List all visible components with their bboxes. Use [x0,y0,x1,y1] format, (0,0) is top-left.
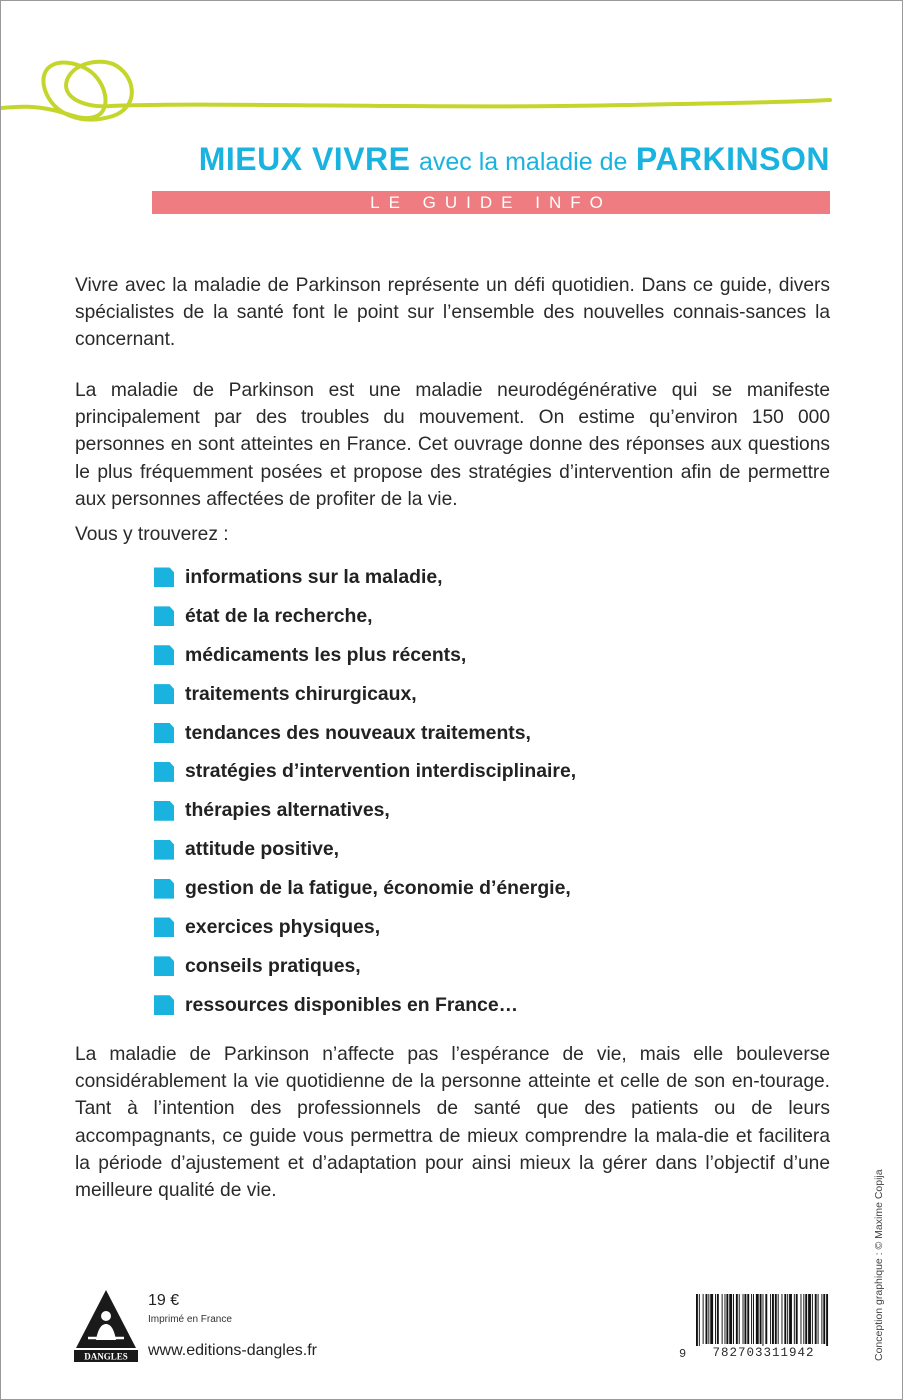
barcode-bar [726,1294,728,1344]
barcode-bar [812,1294,813,1344]
isbn-first-digit: 9 [679,1347,687,1361]
list-item: attitude positive, [154,830,576,869]
dangles-logo-icon [74,1288,138,1362]
title-connector: avec la maladie de [418,148,628,176]
list-item: conseils pratiques, [154,947,576,986]
title-mieux-vivre: MIEUX VIVRE [198,141,411,177]
price: 19 € [148,1292,180,1309]
barcode-bar [801,1294,802,1344]
barcode-bar [696,1294,698,1352]
barcode-bar [803,1294,804,1344]
isbn-digits: 782703311942 [696,1346,831,1360]
barcode-bar [782,1294,783,1344]
barcode-bar [775,1294,777,1344]
barcode-bar [778,1294,779,1344]
barcode-bar [823,1294,825,1344]
description-paragraph: La maladie de Parkinson est une maladie neurodégénérative qui se manifeste principalement par des troubles du mouvement. On estime qu’environ 150 000 personnes en sont atteintes en France. Cet ouvrage donne des réponses aux questions le plus fréquemment posées et propose des stratégies d’intervention afin de permettre aux personnes affectées de profiter de la vie. [75,380,830,510]
barcode-bar [733,1294,734,1344]
barcode-bar [808,1294,811,1344]
closing-paragraph: La maladie de Parkinson n’affecte pas l’espérance de vie, mais elle bouleverse considérablement la vie quotidienne de la personne atteinte et celle de son en-tourage. Tant à l’intention des professionnels de santé que des patients ou de leurs accompagnants, ce guide vous permettra de mieux comprendre la mala-die et facilitera la période d’ajustement et d’adaptation pour ainsi mieux la gérer dans l’objectif d’une meilleure qualité de vie. [75,1044,830,1202]
barcode-bar [763,1294,764,1352]
list-item: ressources disponibles en France… [154,986,576,1025]
page-bullet-icon [154,606,174,626]
list-item: traitements chirurgicaux, [154,675,576,714]
barcode-bar [772,1294,774,1344]
barcode-bar [722,1294,723,1344]
barcode-bar [760,1294,762,1344]
page-bullet-icon [154,917,174,937]
barcode-bar [794,1294,795,1344]
decorative-swirl-line [1,56,903,146]
barcode-bar [744,1294,746,1344]
intro-paragraph: Vivre avec la maladie de Parkinson représente un défi quotidien. Dans ce guide, divers spécialistes de la santé font le point sur l’ensemble des nouvelles connais-sances la concernant. [75,275,830,351]
barcode-bar [770,1294,771,1344]
barcode-bar [699,1294,700,1352]
isbn-barcode [679,1294,831,1362]
barcode-bar [715,1294,716,1344]
list-item: médicaments les plus récents, [154,636,576,675]
barcode-bar [796,1294,798,1344]
barcode-bar [753,1294,754,1344]
page-bullet-icon [154,801,174,821]
barcode-bar [736,1294,738,1344]
book-title [152,141,830,183]
page-bullet-icon [154,956,174,976]
barcode-bar [703,1294,704,1344]
barcode-bar [751,1294,752,1344]
barcode-bar [710,1294,713,1344]
list-intro: Vous y trouverez : [75,524,229,545]
page-bullet-icon [154,684,174,704]
title-parkinson: PARKINSON [635,141,830,177]
barcode-bar [739,1294,740,1344]
page-bullet-icon [154,840,174,860]
printed-in: Imprimé en France [148,1314,232,1325]
barcode-bar [708,1294,709,1344]
list-item: informations sur la maladie, [154,558,576,597]
barcode-bar [717,1294,719,1344]
design-credit: Conception graphique : © Maxime Copija [873,1169,885,1361]
barcode-bar [725,1294,726,1344]
barcode-bar [729,1294,732,1344]
page-bullet-icon [154,567,174,587]
barcode-bar [706,1294,708,1344]
logo-text: DANGLES [84,1351,128,1362]
page-bullet-icon [154,995,174,1015]
list-item: état de la recherche, [154,597,576,636]
barcode-bar [818,1294,819,1344]
barcode-bar [756,1294,759,1344]
barcode-bar [789,1294,792,1344]
list-item: exercices physiques, [154,908,576,947]
barcode-bar [821,1294,822,1344]
barcode-bar [743,1294,744,1344]
barcode-bar [784,1294,786,1344]
subtitle-text: LE GUIDE INFO [370,192,612,212]
list-item: thérapies alternatives, [154,791,576,830]
list-item: stratégies d’intervention interdisciplinaire, [154,752,576,791]
subtitle-bar [152,191,830,214]
topics-list [154,558,576,1025]
barcode-bar [815,1294,817,1344]
page-bullet-icon [154,879,174,899]
publisher-website: www.editions-dangles.fr [148,1342,317,1359]
barcode-bars [679,1294,831,1352]
list-item: gestion de la fatigue, économie d’énergie, [154,869,576,908]
barcode-bar [787,1294,788,1344]
barcode-bar [747,1294,749,1344]
page-bullet-icon [154,762,174,782]
page-bullet-icon [154,723,174,743]
list-item: tendances des nouveaux traitements, [154,714,576,753]
barcode-bar [765,1294,767,1344]
page-bullet-icon [154,645,174,665]
barcode-bar [826,1294,828,1352]
barcode-bar [805,1294,807,1344]
